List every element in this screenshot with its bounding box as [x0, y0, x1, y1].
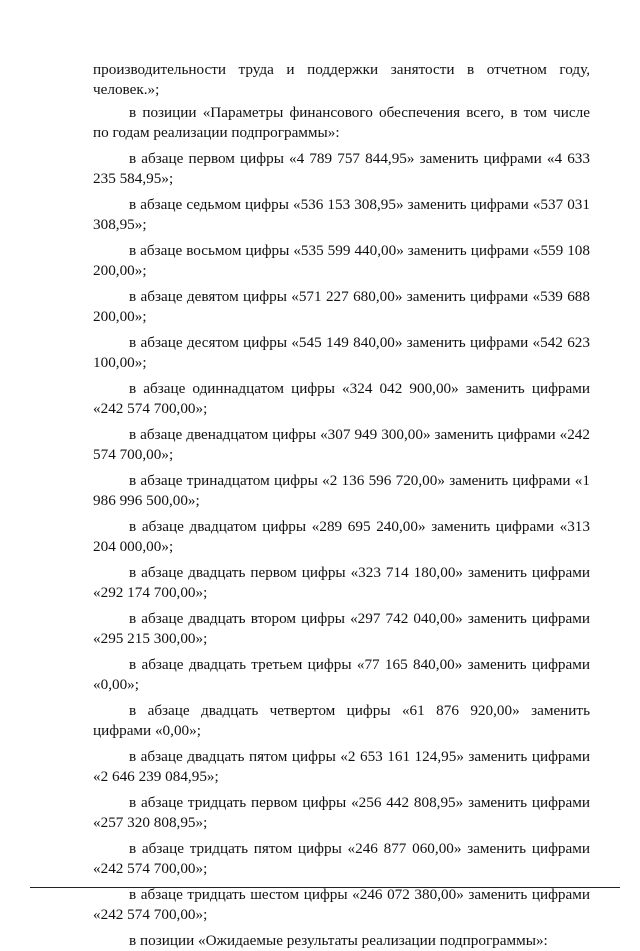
paragraph-amendment-12: в абзаце двенадцатом цифры «307 949 300,00» заменить цифрами «242 574 700,00»;	[93, 426, 590, 463]
paragraph-amendment-1: в абзаце первом цифры «4 789 757 844,95» заменить цифрами «4 633 235 584,95»;	[93, 150, 590, 187]
paragraph-amendment-23: в абзаце двадцать третьем цифры «77 165 840,00» заменить цифрами «0,00»;	[93, 656, 590, 693]
paragraph-amendment-7: в абзаце седьмом цифры «536 153 308,95» заменить цифрами «537 031 308,95»;	[93, 196, 590, 233]
paragraph-expected-results-position: в позиции «Ожидаемые результаты реализации подпрограммы»:	[129, 932, 548, 949]
paragraph-amendment-36: в абзаце тридцать шестом цифры «246 072 380,00» заменить цифрами «242 574 700,00»;	[93, 886, 590, 923]
paragraph-amendment-8: в абзаце восьмом цифры «535 599 440,00» заменить цифрами «559 108 200,00»;	[93, 242, 590, 279]
paragraph-amendment-9: в абзаце девятом цифры «571 227 680,00» заменить цифрами «539 688 200,00»;	[93, 288, 590, 325]
paragraph-amendment-31: в абзаце тридцать первом цифры «256 442 808,95» заменить цифрами «257 320 808,95»;	[93, 794, 590, 831]
paragraph-financing-position: в позиции «Параметры финансового обеспечения всего, в том числе по годам реализации подпрограммы»:	[93, 104, 590, 141]
paragraph-amendment-10: в абзаце десятом цифры «545 149 840,00» заменить цифрами «542 623 100,00»;	[93, 334, 590, 371]
document-page	[93, 60, 590, 951]
paragraph-amendment-13: в абзаце тринадцатом цифры «2 136 596 720,00» заменить цифрами «1 986 996 500,00»;	[93, 472, 590, 509]
paragraph-amendment-24: в абзаце двадцать четвертом цифры «61 876 920,00» заменить цифрами «0,00»;	[93, 702, 590, 739]
paragraph-amendment-20: в абзаце двадцатом цифры «289 695 240,00» заменить цифрами «313 204 000,00»;	[93, 518, 590, 555]
paragraph-amendment-35: в абзаце тридцать пятом цифры «246 877 060,00» заменить цифрами «242 574 700,00»;	[93, 840, 590, 877]
paragraph-amendment-25: в абзаце двадцать пятом цифры «2 653 161 124,95» заменить цифрами «2 646 239 084,95»;	[93, 748, 590, 785]
paragraph-amendment-11: в абзаце одиннадцатом цифры «324 042 900,00» заменить цифрами «242 574 700,00»;	[93, 380, 590, 417]
paragraph-continuation: производительности труда и поддержки занятости в отчетном году, человек.»;	[93, 61, 590, 98]
paragraph-amendment-21: в абзаце двадцать первом цифры «323 714 180,00» заменить цифрами «292 174 700,00»;	[93, 564, 590, 601]
footer-rule	[30, 887, 620, 888]
paragraph-amendment-22: в абзаце двадцать втором цифры «297 742 040,00» заменить цифрами «295 215 300,00»;	[93, 610, 590, 647]
